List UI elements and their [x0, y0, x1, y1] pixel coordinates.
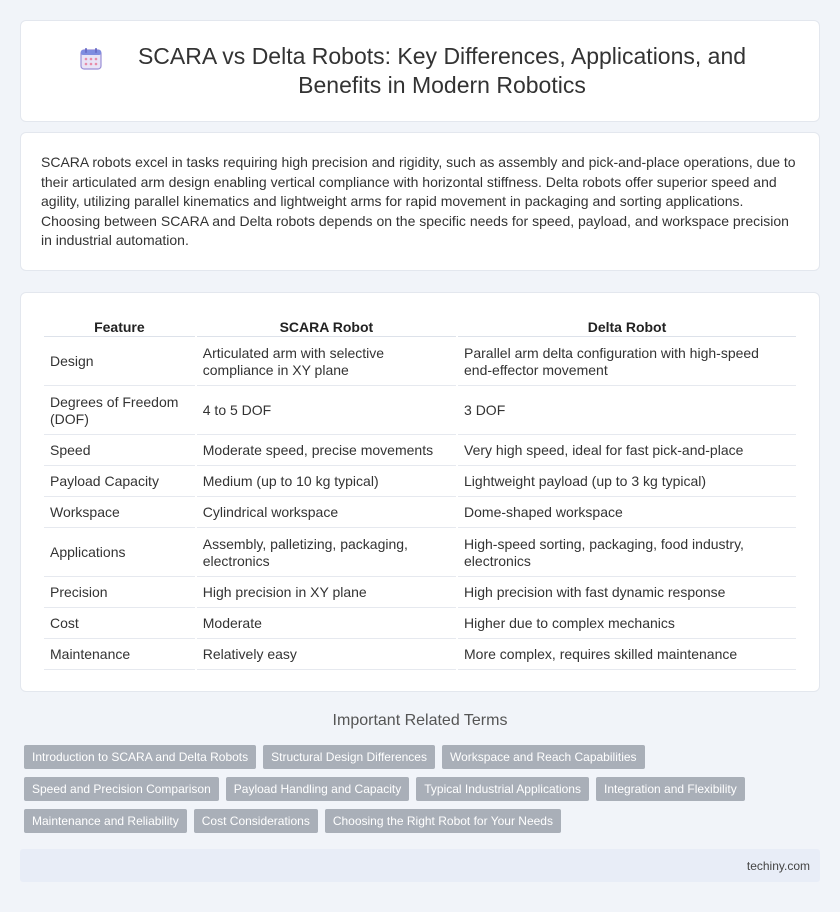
table-row	[44, 388, 796, 435]
intro-card	[20, 132, 820, 271]
related-tag[interactable]: Introduction to SCARA and Delta Robots	[24, 745, 256, 769]
related-tag[interactable]: Choosing the Right Robot for Your Needs	[325, 809, 561, 833]
related-tag[interactable]: Cost Considerations	[194, 809, 318, 833]
title-card	[20, 20, 820, 122]
table-header-row	[44, 317, 796, 337]
feature-cell: Degrees of Freedom (DOF)	[44, 388, 195, 435]
scara-cell: Relatively easy	[197, 641, 456, 670]
comparison-table	[42, 315, 798, 672]
scara-cell: High precision in XY plane	[197, 579, 456, 608]
header-scara: SCARA Robot	[197, 317, 456, 337]
table-row	[44, 610, 796, 639]
scara-cell: Assembly, palletizing, packaging, electronics	[197, 530, 456, 577]
related-tag[interactable]: Structural Design Differences	[263, 745, 435, 769]
page-title: SCARA vs Delta Robots: Key Differences, Applications, and Benefits in Modern Robotics	[137, 43, 747, 98]
table-row	[44, 437, 796, 466]
tag-row	[24, 745, 824, 769]
table-row	[44, 579, 796, 608]
delta-cell: Very high speed, ideal for fast pick-and-place	[458, 437, 796, 466]
header-feature: Feature	[44, 317, 195, 337]
table-row	[44, 641, 796, 670]
feature-cell: Payload Capacity	[44, 468, 195, 497]
feature-cell: Maintenance	[44, 641, 195, 670]
delta-cell: More complex, requires skilled maintenance	[458, 641, 796, 670]
delta-cell: Lightweight payload (up to 3 kg typical)	[458, 468, 796, 497]
related-tag[interactable]: Speed and Precision Comparison	[24, 777, 219, 801]
feature-cell: Precision	[44, 579, 195, 608]
feature-cell: Applications	[44, 530, 195, 577]
scara-cell: Articulated arm with selective compliance in XY plane	[197, 339, 456, 386]
tag-row	[24, 777, 824, 801]
feature-cell: Speed	[44, 437, 195, 466]
scara-cell: 4 to 5 DOF	[197, 388, 456, 435]
table-row	[44, 468, 796, 497]
comparison-table-card	[20, 292, 820, 692]
header-delta: Delta Robot	[458, 317, 796, 337]
intro-paragraph: SCARA robots excel in tasks requiring high precision and rigidity, such as assembly and pick-and-place operations, due to their articulated arm design enabling vertical compliance with horizontal stiffness. Delta robots offer superior speed and agility, utilizing parallel kinematics and lightweight arms for rapid movement in packaging and sorting applications. Choosing between SCARA and Delta robots depends on the specific needs for speed, payload, and workspace precision in industrial automation.	[41, 154, 796, 248]
feature-cell: Cost	[44, 610, 195, 639]
scara-cell: Moderate speed, precise movements	[197, 437, 456, 466]
delta-cell: 3 DOF	[458, 388, 796, 435]
title-wrap	[78, 42, 762, 100]
related-tag[interactable]: Payload Handling and Capacity	[226, 777, 409, 801]
delta-cell: High-speed sorting, packaging, food industry, electronics	[458, 530, 796, 577]
related-tag[interactable]: Integration and Flexibility	[596, 777, 745, 801]
table-row	[44, 530, 796, 577]
footer	[20, 849, 820, 882]
delta-cell: Dome-shaped workspace	[458, 499, 796, 528]
scara-cell: Moderate	[197, 610, 456, 639]
related-tag[interactable]: Workspace and Reach Capabilities	[442, 745, 645, 769]
delta-cell: Higher due to complex mechanics	[458, 610, 796, 639]
delta-cell: Parallel arm delta configuration with high-speed end-effector movement	[458, 339, 796, 386]
related-tag[interactable]: Maintenance and Reliability	[24, 809, 187, 833]
table-row	[44, 499, 796, 528]
scara-cell: Medium (up to 10 kg typical)	[197, 468, 456, 497]
tag-row	[24, 809, 824, 833]
feature-cell: Design	[44, 339, 195, 386]
delta-cell: High precision with fast dynamic response	[458, 579, 796, 608]
related-tag[interactable]: Typical Industrial Applications	[416, 777, 589, 801]
footer-site[interactable]: techiny.com	[746, 858, 810, 873]
feature-cell: Workspace	[44, 499, 195, 528]
scara-cell: Cylindrical workspace	[197, 499, 456, 528]
related-terms-title: Important Related Terms	[332, 712, 508, 729]
calendar-icon	[78, 46, 104, 72]
table-row	[44, 339, 796, 386]
related-tags	[24, 745, 824, 841]
